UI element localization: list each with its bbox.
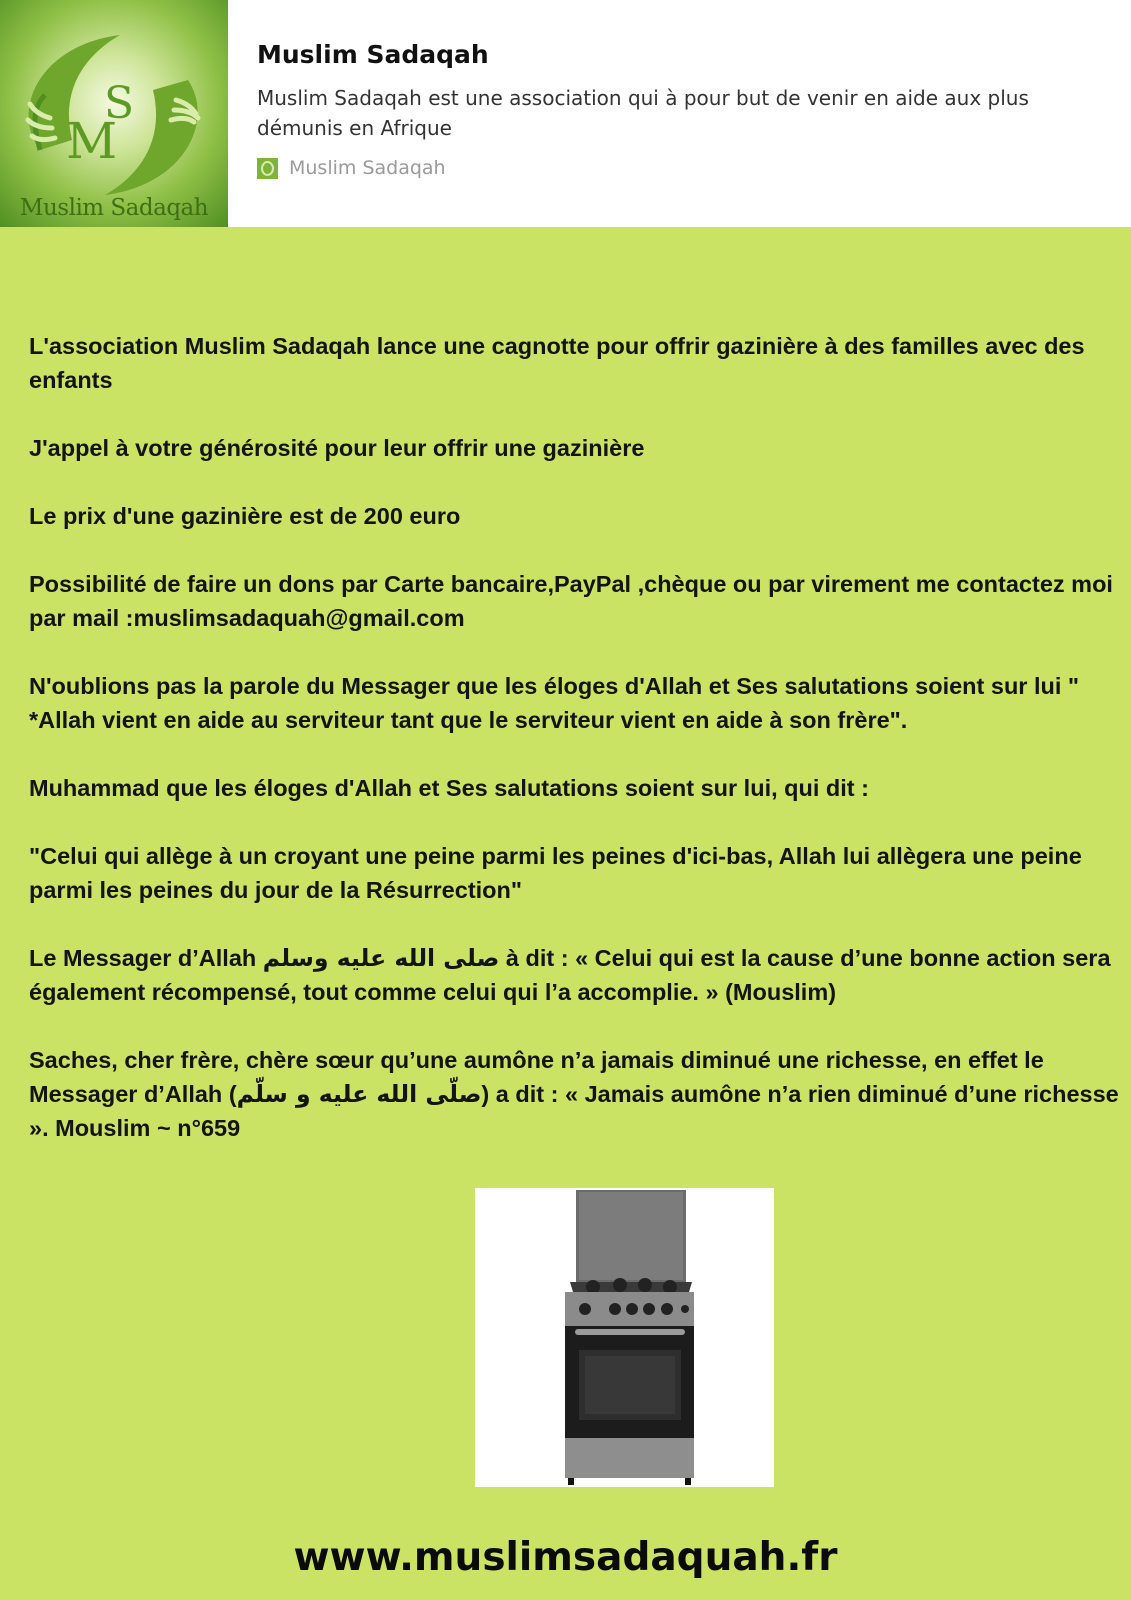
website-url[interactable]: www.muslimsadaquah.fr bbox=[293, 1535, 838, 1580]
link-preview-card[interactable] bbox=[0, 0, 1131, 227]
arabic-salutation: صلى الله عليه وسلم bbox=[262, 944, 500, 972]
arabic-salutation-2: صلّى الله عليه و سلّم bbox=[236, 1080, 482, 1108]
logo-wordmark: Muslim Sadaqah bbox=[19, 195, 209, 221]
gas-stove-image bbox=[475, 1188, 774, 1487]
hands-logo-icon bbox=[0, 0, 228, 227]
paragraph-appeal: J'appel à votre générosité pour leur offrir une gazinière bbox=[29, 435, 645, 461]
paragraph-intro: L'association Muslim Sadaqah lance une cagnotte pour offrir gazinière à des familles avec des enfants bbox=[29, 333, 1085, 393]
appeal-text bbox=[29, 329, 1119, 1145]
card-description: Muslim Sadaqah est une association qui à pour but de venir en aide aux plus démunis en Afrique bbox=[257, 86, 1029, 140]
site-favicon-icon bbox=[257, 158, 278, 179]
paragraph-price: Le prix d'une gazinière est de 200 euro bbox=[29, 503, 461, 529]
card-body bbox=[228, 0, 1131, 227]
paragraph-hadith-2: "Celui qui allège à un croyant une peine parmi les peines d'ici-bas, Allah lui allègera une peine parmi les peines du jour de la Résurrection" bbox=[29, 843, 1082, 903]
paragraph-hadith-1: N'oublions pas la parole du Messager que les éloges d'Allah et Ses salutations soient sur lui " *Allah vient en aide au serviteur tant que le serviteur vient en aide à son frère". bbox=[29, 673, 1080, 733]
gas-stove-icon bbox=[475, 1188, 774, 1487]
card-source[interactable] bbox=[257, 157, 1131, 179]
muslim-sadaqah-logo bbox=[0, 0, 228, 227]
paragraph-payment: Possibilité de faire un dons par Carte bancaire,PayPal ,chèque ou par virement me contactez moi par mail :muslimsadaquah@gmail.com bbox=[29, 571, 1113, 631]
card-title[interactable]: Muslim Sadaqah bbox=[257, 40, 489, 69]
svg-text:S: S bbox=[104, 78, 135, 129]
paragraph-hadith-3: Le Messager d’Allah صلى الله عليه وسلم à dit : « Celui qui est la cause d’une bonne action sera également récompensé, tout comme celui qui l’a accomplie. » (Mouslim) bbox=[29, 944, 1111, 1005]
paragraph-hadith-intro: Muhammad que les éloges d'Allah et Ses salutations soient sur lui, qui dit : bbox=[29, 775, 869, 801]
svg-text:M: M bbox=[66, 112, 118, 170]
source-name: Muslim Sadaqah bbox=[289, 157, 446, 179]
paragraph-hadith-4: Saches, cher frère, chère sœur qu’une aumône n’a jamais diminué une richesse, en effet le Messager d’Allah (صلّى الله عليه و سلّم) a dit : « Jamais aumône n’a rien diminué d’une richesse ». Mouslim ~ n°659 bbox=[29, 1047, 1119, 1141]
